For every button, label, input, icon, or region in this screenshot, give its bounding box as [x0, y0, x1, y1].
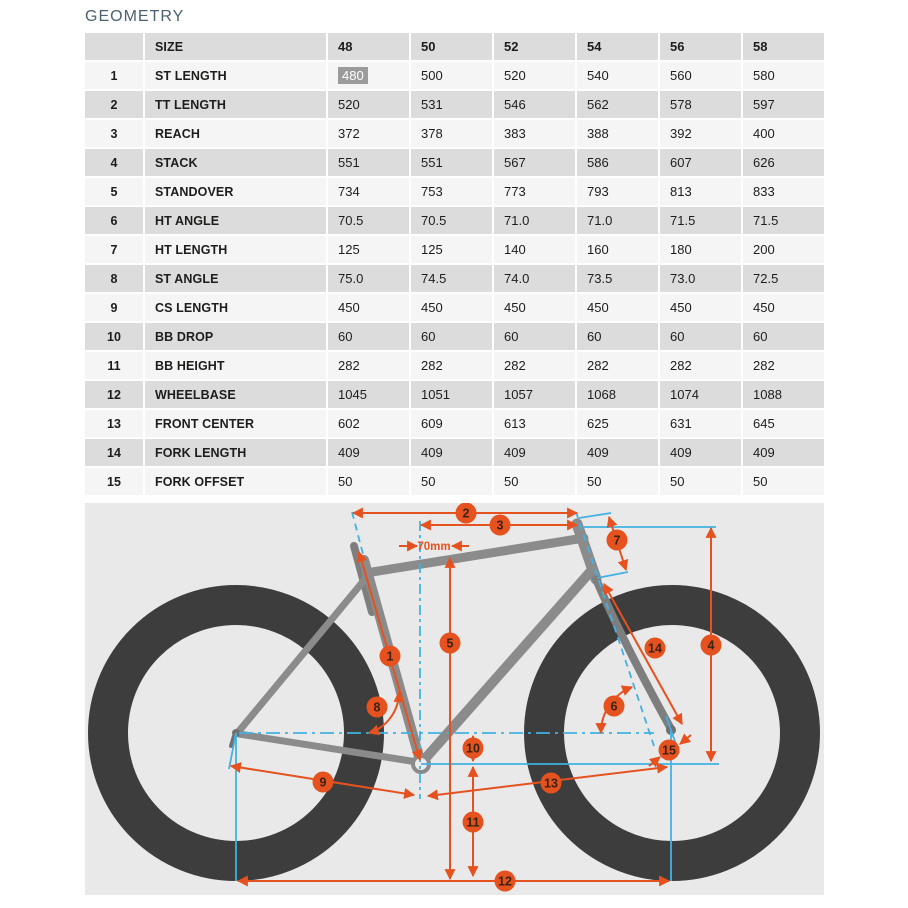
- value-cell: 645: [743, 410, 824, 437]
- row-number: 13: [85, 410, 143, 437]
- value-cell: 409: [411, 439, 492, 466]
- value-cell: 50: [660, 468, 741, 495]
- value-cell: 74.0: [494, 265, 575, 292]
- svg-text:10: 10: [466, 741, 480, 756]
- value-cell: 734: [328, 178, 409, 205]
- label-70mm: 70mm: [417, 541, 451, 553]
- row-label-standover: STANDOVER: [145, 178, 326, 205]
- value-cell: 72.5: [743, 265, 824, 292]
- dim-badge-1-st-length: [380, 646, 401, 667]
- value-cell: 450: [494, 294, 575, 321]
- row-number: 9: [85, 294, 143, 321]
- row-label-reach: REACH: [145, 120, 326, 147]
- value-cell: 580: [743, 62, 824, 89]
- row-label-bb-height: BB HEIGHT: [145, 352, 326, 379]
- dim-badge-4-stack: [701, 635, 722, 656]
- geometry-table: [85, 33, 824, 495]
- value-cell: 378: [411, 120, 492, 147]
- value-cell: 531: [411, 91, 492, 118]
- value-cell: 409: [660, 439, 741, 466]
- value-cell: 793: [577, 178, 658, 205]
- value-cell: 625: [577, 410, 658, 437]
- value-cell: 282: [743, 352, 824, 379]
- value-cell: 282: [494, 352, 575, 379]
- value-cell: 50: [577, 468, 658, 495]
- row-label-tt-length: TT LENGTH: [145, 91, 326, 118]
- value-cell: 560: [660, 62, 741, 89]
- value-cell: 125: [328, 236, 409, 263]
- value-cell: 74.5: [411, 265, 492, 292]
- value-cell: 753: [411, 178, 492, 205]
- size-header-52: 52: [494, 33, 575, 60]
- dim-badge-11-bb-height: [463, 812, 484, 833]
- dim-badge-5-standover: [440, 633, 461, 654]
- row-number: 12: [85, 381, 143, 408]
- value-cell: 607: [660, 149, 741, 176]
- row-number: 3: [85, 120, 143, 147]
- row-label-ht-angle: HT ANGLE: [145, 207, 326, 234]
- value-cell: 388: [577, 120, 658, 147]
- value-cell: 578: [660, 91, 741, 118]
- value-cell: 551: [411, 149, 492, 176]
- dim-badge-8-st-angle: [367, 697, 388, 718]
- row-number: 7: [85, 236, 143, 263]
- value-cell: 71.0: [577, 207, 658, 234]
- row-label-st-angle: ST ANGLE: [145, 265, 326, 292]
- value-cell: 409: [743, 439, 824, 466]
- size-header-58: 58: [743, 33, 824, 60]
- value-cell: 60: [577, 323, 658, 350]
- row-label-front-center: FRONT CENTER: [145, 410, 326, 437]
- value-cell: 160: [577, 236, 658, 263]
- dim-badge-10-bb-drop: [463, 738, 484, 759]
- svg-text:15: 15: [662, 743, 676, 758]
- value-cell: 372: [328, 120, 409, 147]
- value-cell: 70.5: [328, 207, 409, 234]
- dim-badge-2-tt-length: [456, 503, 477, 524]
- svg-text:12: 12: [498, 874, 512, 889]
- bike-geometry-diagram: [85, 503, 824, 895]
- size-header-48: 48: [328, 33, 409, 60]
- row-label-fork-length: FORK LENGTH: [145, 439, 326, 466]
- value-cell: 626: [743, 149, 824, 176]
- value-cell: 60: [660, 323, 741, 350]
- value-cell: 60: [743, 323, 824, 350]
- value-cell: 282: [411, 352, 492, 379]
- row-number: 5: [85, 178, 143, 205]
- dim-badge-6-ht-angle: [604, 696, 625, 717]
- value-cell: 602: [328, 410, 409, 437]
- row-number: 11: [85, 352, 143, 379]
- value-cell: 409: [577, 439, 658, 466]
- value-cell: 200: [743, 236, 824, 263]
- row-number: 2: [85, 91, 143, 118]
- size-header-54: 54: [577, 33, 658, 60]
- highlighted-value[interactable]: 480: [338, 67, 368, 85]
- size-column-header: SIZE: [145, 33, 326, 60]
- row-number: 10: [85, 323, 143, 350]
- row-label-fork-offset: FORK OFFSET: [145, 468, 326, 495]
- value-cell: 383: [494, 120, 575, 147]
- value-cell: 450: [660, 294, 741, 321]
- value-cell: 1088: [743, 381, 824, 408]
- value-cell: 546: [494, 91, 575, 118]
- value-cell: 631: [660, 410, 741, 437]
- row-number: 8: [85, 265, 143, 292]
- svg-text:9: 9: [319, 775, 327, 790]
- row-label-bb-drop: BB DROP: [145, 323, 326, 350]
- dim-badge-12-wheelbase: [495, 871, 516, 892]
- row-label-cs-length: CS LENGTH: [145, 294, 326, 321]
- value-cell: 409: [328, 439, 409, 466]
- value-cell: 567: [494, 149, 575, 176]
- svg-text:13: 13: [544, 776, 558, 791]
- value-cell: 50: [328, 468, 409, 495]
- value-cell: 75.0: [328, 265, 409, 292]
- value-cell: 551: [328, 149, 409, 176]
- dim-badge-14-fork-length: [645, 638, 666, 659]
- value-cell: 392: [660, 120, 741, 147]
- value-cell: 73.0: [660, 265, 741, 292]
- value-cell: 520: [328, 91, 409, 118]
- value-cell: 71.5: [660, 207, 741, 234]
- value-cell: 125: [411, 236, 492, 263]
- value-cell: 597: [743, 91, 824, 118]
- svg-text:11: 11: [466, 815, 480, 830]
- row-label-ht-length: HT LENGTH: [145, 236, 326, 263]
- value-cell: 282: [328, 352, 409, 379]
- value-cell: 1074: [660, 381, 741, 408]
- size-header-50: 50: [411, 33, 492, 60]
- svg-text:2: 2: [462, 506, 470, 521]
- value-cell: 71.5: [743, 207, 824, 234]
- value-cell: 400: [743, 120, 824, 147]
- svg-text:5: 5: [446, 636, 454, 651]
- value-cell: 609: [411, 410, 492, 437]
- value-cell: 1051: [411, 381, 492, 408]
- value-cell: 282: [660, 352, 741, 379]
- value-cell: 1068: [577, 381, 658, 408]
- row-number-header-cell: [85, 33, 143, 60]
- row-number: 4: [85, 149, 143, 176]
- svg-text:3: 3: [496, 518, 504, 533]
- value-cell: 450: [411, 294, 492, 321]
- row-label-st-length: ST LENGTH: [145, 62, 326, 89]
- dim-badge-3-reach: [490, 515, 511, 536]
- svg-text:8: 8: [373, 700, 381, 715]
- value-cell: [328, 62, 409, 89]
- value-cell: 70.5: [411, 207, 492, 234]
- svg-text:14: 14: [648, 641, 662, 656]
- svg-text:6: 6: [610, 699, 618, 714]
- svg-text:4: 4: [707, 638, 715, 653]
- value-cell: 1057: [494, 381, 575, 408]
- row-label-wheelbase: WHEELBASE: [145, 381, 326, 408]
- dim-badge-9-cs-length: [313, 772, 334, 793]
- value-cell: 613: [494, 410, 575, 437]
- value-cell: 450: [577, 294, 658, 321]
- value-cell: 500: [411, 62, 492, 89]
- value-cell: 520: [494, 62, 575, 89]
- value-cell: 50: [743, 468, 824, 495]
- value-cell: 140: [494, 236, 575, 263]
- svg-text:7: 7: [613, 533, 621, 548]
- row-number: 1: [85, 62, 143, 89]
- dim-badge-13-front-center: [541, 773, 562, 794]
- value-cell: 540: [577, 62, 658, 89]
- page-title: GEOMETRY: [85, 8, 185, 25]
- dim-badge-7-ht-length: [607, 530, 628, 551]
- value-cell: 60: [328, 323, 409, 350]
- value-cell: 833: [743, 178, 824, 205]
- value-cell: 282: [577, 352, 658, 379]
- value-cell: 73.5: [577, 265, 658, 292]
- value-cell: 773: [494, 178, 575, 205]
- row-label-stack: STACK: [145, 149, 326, 176]
- value-cell: 60: [494, 323, 575, 350]
- value-cell: 180: [660, 236, 741, 263]
- value-cell: 450: [743, 294, 824, 321]
- row-number: 15: [85, 468, 143, 495]
- size-header-56: 56: [660, 33, 741, 60]
- value-cell: 450: [328, 294, 409, 321]
- value-cell: 50: [494, 468, 575, 495]
- bike-diagram-svg: [85, 503, 824, 895]
- value-cell: 50: [411, 468, 492, 495]
- value-cell: 1045: [328, 381, 409, 408]
- svg-text:1: 1: [386, 649, 394, 664]
- row-number: 6: [85, 207, 143, 234]
- value-cell: 586: [577, 149, 658, 176]
- value-cell: 813: [660, 178, 741, 205]
- dim-badge-15-fork-offset: [659, 740, 680, 761]
- value-cell: 60: [411, 323, 492, 350]
- value-cell: 409: [494, 439, 575, 466]
- value-cell: 562: [577, 91, 658, 118]
- row-number: 14: [85, 439, 143, 466]
- value-cell: 71.0: [494, 207, 575, 234]
